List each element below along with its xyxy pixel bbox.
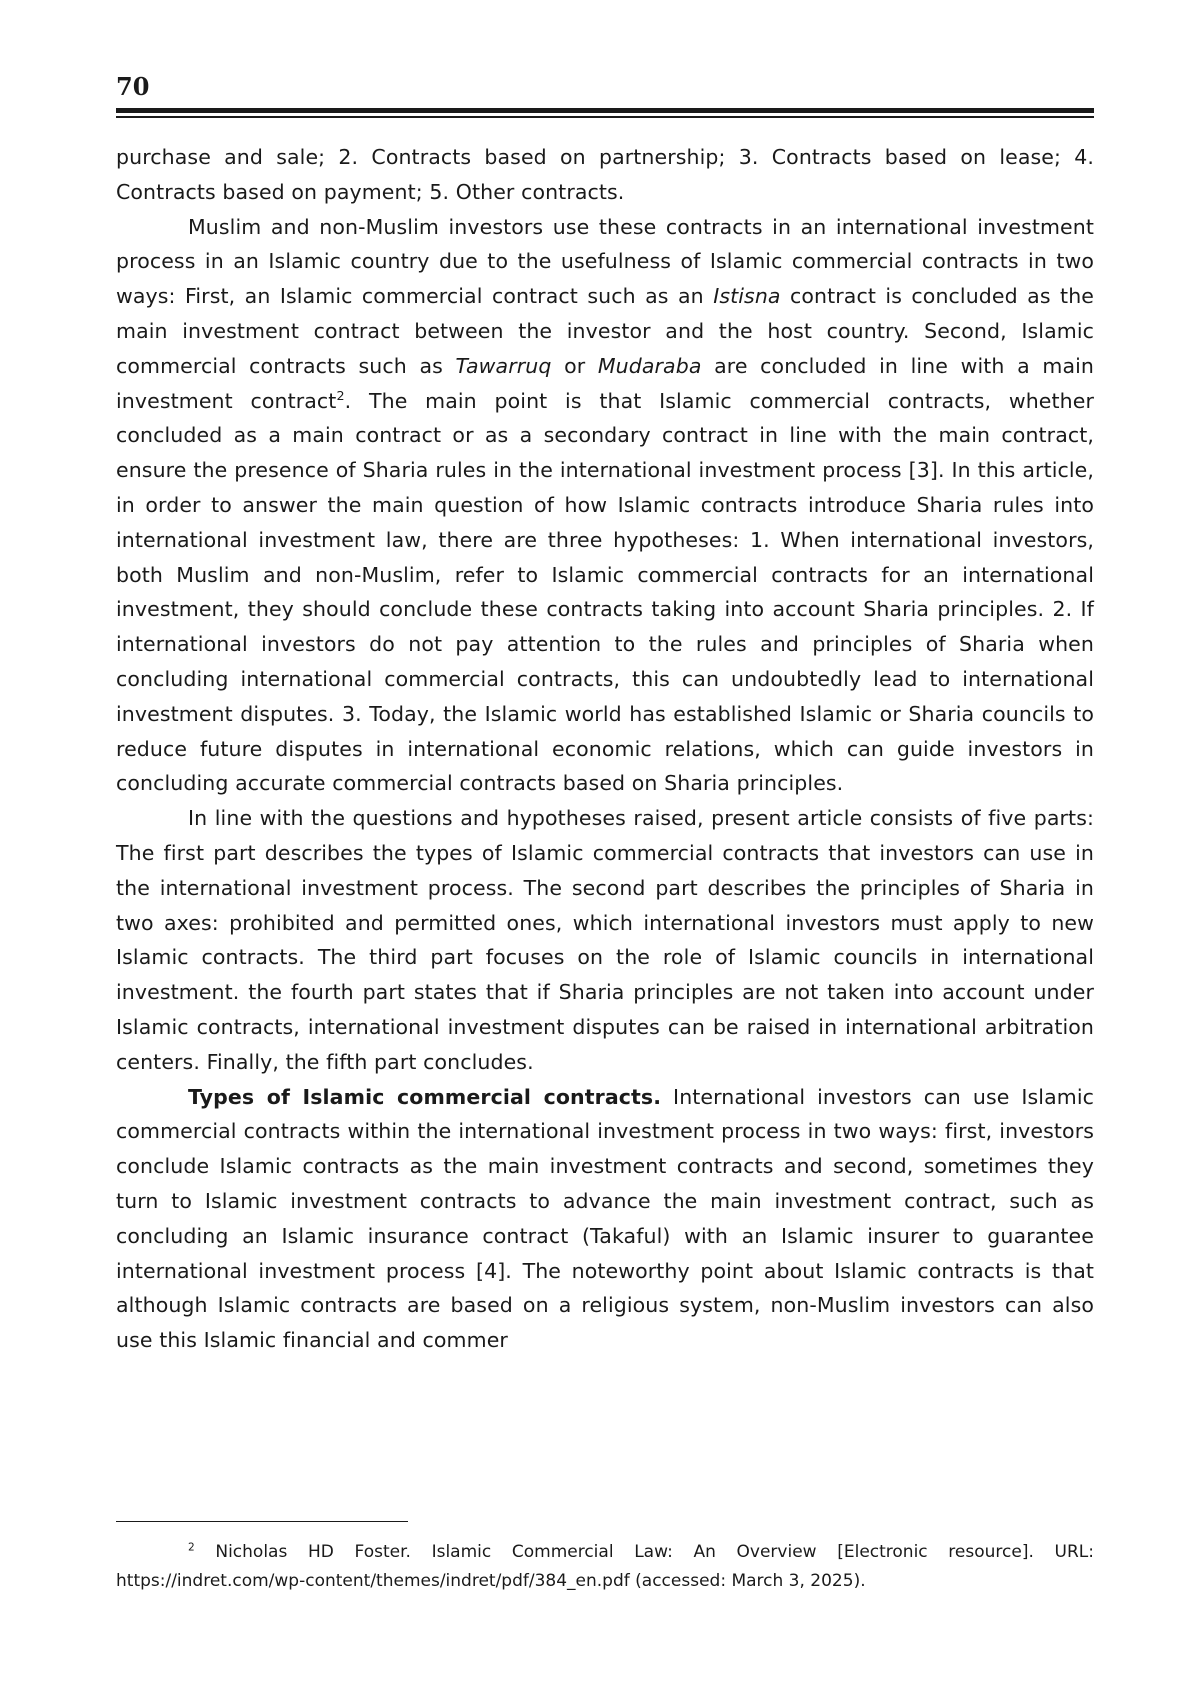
paragraph-3: In line with the questions and hypotheses raised, present article consists of five parts: The first part describes the types of Islamic commercial contracts that investors can use in the international investment process. The second part describes the principles of Sharia in two axes: prohibited and permitted ones, which international investors must apply to new Islamic contracts. The third part focuses on the role of Islamic councils in international investment. the fourth part states that if Sharia principles are not taken into account under Islamic contracts, international investment disputes can be raised in international arbitration centers. Finally, the fifth part concludes.: [116, 806, 1094, 1074]
footnote-reference[interactable]: 2: [336, 387, 345, 403]
section-heading: Types of Islamic commercial contracts.: [188, 1084, 662, 1109]
paragraph-2-text-c: are concluded in line with a main investment contract: [116, 353, 1095, 413]
header-rule-thin: [116, 116, 1094, 118]
paragraph-4-text: International investors can use Islamic commercial contracts within the international investment process in two ways: first, investors conclude Islamic contracts as the main investment contracts and second, sometimes they turn to Islamic investment contracts to advance the main investment contract, such as concluding an Islamic insurance contract (Takaful) with an Islamic insurer to guarantee international investment process [4]. The noteworthy point about Islamic contracts is that although Islamic contracts are based on a religious system, non-Muslim investors can also use this Islamic financial and commer: [116, 1084, 1094, 1353]
page-number: 70: [116, 72, 150, 101]
paragraph-2-text-d: . The main point is that Islamic commercial contracts, whether concluded as a main contract or as a secondary contract in line with the main contract, ensure the presence of Sharia rules in the international investment process [3]. In this article, in order to answer the main question of how Islamic contracts introduce Sharia rules into international investment law, there are three hypotheses: 1. When international investors, both Muslim and non-Muslim, refer to Islamic commercial contracts for an international investment, they should conclude these contracts taking into account Sharia principles. 2. If international investors do not pay attention to the rules and principles of Sharia when concluding international commercial contracts, this can undoubtedly lead to international investment disputes. 3. Today, the Islamic world has established Islamic or Sharia councils to reduce future disputes in international economic relations, which can guide investors in concluding accurate commercial contracts based on Sharia principles.: [116, 388, 1094, 796]
paragraph-2-text-b: contract is concluded as the main investment contract between the investor and the host country. Second, Islamic commercial contracts such as: [116, 284, 1094, 378]
paragraph-2-or: or: [551, 353, 598, 378]
footnote-text: Nicholas HD Foster. Islamic Commercial Law: An Overview [Electronic resource]. URL: https://indret.com/wp-content/themes/indret/pdf/384_en.pdf (accessed: March 3, 2025).: [116, 1542, 1094, 1591]
footnote-separator: [116, 1521, 408, 1522]
term-mudaraba: Mudaraba: [597, 353, 702, 378]
term-tawarruq: Tawarruq: [455, 353, 552, 378]
paragraph-2: [116, 210, 1094, 802]
paragraph-1: purchase and sale; 2. Contracts based on partnership; 3. Contracts based on lease; 4. Contracts based on payment; 5. Other contracts.: [116, 145, 1094, 204]
footnote: [116, 1538, 1094, 1596]
body-text: [116, 140, 1094, 1358]
term-istisna: Istisna: [713, 284, 781, 309]
paragraph-2-text-a: Muslim and non-Muslim investors use these contracts in an international investment process in an Islamic country due to the usefulness of Islamic commercial contracts in two ways: First, an Islamic commercial contract such as an: [116, 214, 1094, 309]
paragraph-4: [116, 1080, 1094, 1358]
footnote-number: 2: [188, 1541, 195, 1554]
header-rule-thick: [116, 108, 1094, 113]
